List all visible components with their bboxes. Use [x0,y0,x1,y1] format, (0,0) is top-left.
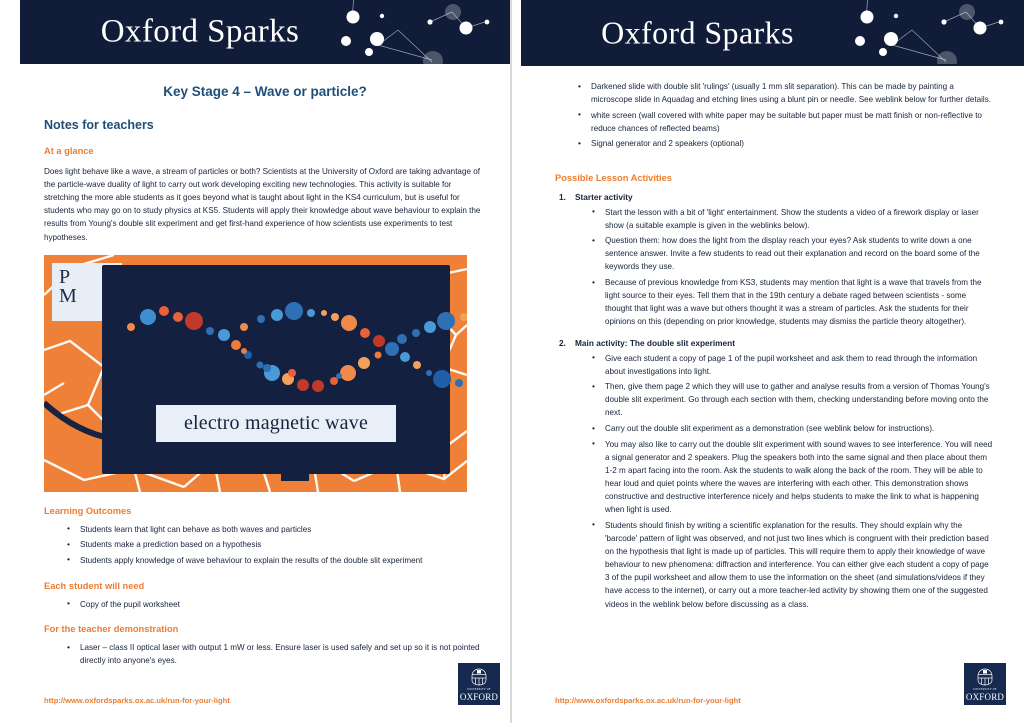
heading-at-a-glance: At a glance [44,146,94,156]
illustration-caption-text: electro magnetic wave [183,411,369,434]
oxford-sparks-banner-left [20,0,510,64]
oxford-sparks-banner-right [521,0,1024,66]
electromagnetic-wave-illustration [44,255,467,492]
list-item: • Carry out the double slit experiment as a demonstration (see weblink below for instructions). [605,422,994,435]
list-item: • white screen (wall covered with white paper may be suitable but paper must be matt finish or non-reflective to reduce chances of reflected beams) [591,109,994,135]
list-item: • You may also like to carry out the double slit experiment with sound waves to see interference. You will need a signal generator and 2 speakers. Plug the speakers both into the same signal and then place about them 1-2 m apart facing into the room. Ask the students to walk along the back of the room. They will be able to hear loud and quiet points where the waves are interfering with each other. This demonstration shows constructive and destructive interference nicely and helps students to make the link to what is happening when light is used. [605,438,994,517]
page-title: Key Stage 4 – Wave or particle? [163,84,367,99]
each-student-list [44,598,486,611]
heading-teacher-demonstration: For the teacher demonstration [44,624,179,635]
oxford-logo-line2: OXFORD [965,692,1005,702]
list-item: • Students apply knowledge of wave behaviour to explain the results of the double slit experiment [80,554,486,567]
dot-wave-graphic-right [44,255,467,492]
footer-weblink[interactable]: http://www.oxfordsparks.ox.ac.uk/run-for-your-light [44,696,230,705]
oxford-university-logo [964,663,1006,705]
at-a-glance-paragraph: Does light behave like a wave, a stream of particles or both? Scientists at the University of Oxford are taking advantage of the particle-wave duality of light to carry out work developing exciting new technologies. This activity is suitable for stretching the more able students as it goes beyond what is taught about light in the KS4 curriculum, but is useful for students who may go on to study physics at KS5. Students will apply their knowledge about wave behaviour to explain the results from Young's double slit experiment and get first-hand experience of how scientists use experiments to test hypotheses. [44,167,481,242]
constellation-graphic [320,0,510,64]
constellation-graphic [834,0,1024,64]
list-item: • Give each student a copy of page 1 of the pupil worksheet and ask them to read through the information about investigations into light. [605,352,994,378]
heading-possible-lesson-activities: Possible Lesson Activities [555,172,672,183]
page-right [521,0,1024,723]
page-gutter-divider [510,0,512,723]
list-item: • Students learn that light can behave as both waves and particles [80,523,486,536]
activity-item-main [575,338,994,611]
oxford-logo-line1: UNIVERSITY OF [973,688,997,691]
activity-item-starter [575,192,994,329]
brand-title: Oxford Sparks [601,14,794,51]
oxford-logo-line2: OXFORD [459,692,499,702]
oxford-university-logo [458,663,500,705]
section-heading-notes: Notes for teachers [44,118,154,132]
list-item: • Students should finish by writing a scientific explanation for the results. They should explain why the 'barcode' pattern of light was observed, and not just two lines which is congruent with their prediction based on the hypothesis that light is made up of particles. This will require them to apply their knowledge of wave behaviour to new phenomena: diffraction and interference. You can either give each student a copy of page 3 of the pupil worksheet and allow them to use the information on the sheet (and simulations/videos if they have access to the internet), or carry out a more teacher-led activity by showing them one of the suggested videos in the weblink below before discussing as a class. [605,519,994,611]
list-item: • Because of previous knowledge from KS3, students may mention that light is a wave that travels from the light source to their eyes. Tell them that in the 19th century a debate raged between scientists - some thought that light was a wave but others thought it was a stream of particles. Ask the students for their opinions on this (depending on prior knowledge, students may dismiss the particle theory altogether). [605,276,994,328]
list-item: • Darkened slide with double slit 'rulings' (usually 1 mm slit separation). This can be made by painting a microscope slide in Aquadag and etching lines using a blunt pin or needle. See weblink below for further details. [591,80,994,106]
list-item: • Then, give them page 2 which they will use to gather and analyse results from a version of Thomas Young's double slit experiment. Go through each section with them, checking understanding before moving onto the next. [605,380,994,419]
footer-right [555,663,1006,705]
activity-bullets [575,206,994,329]
list-item: • Question them: how does the light from the display reach your eyes? Ask students to write down a one sentence answer. Invite a few students to read out their explanation and record on the board some of the keywords they use. [605,234,994,273]
oxford-logo-line1: UNIVERSITY OF [467,688,491,691]
illustration-caption [156,405,396,442]
brand-title: Oxford Sparks [100,13,300,50]
activity-bullets [575,352,994,611]
activity-title: Starter activity [575,191,633,202]
list-item: • Start the lesson with a bit of 'light' entertainment. Show the students a video of a firework display or laser show (a suitable example is given in the weblinks below). [605,206,994,232]
paper-letters: P M [59,265,77,307]
continued-equipment-list [555,80,994,151]
oxford-crest-icon [471,668,488,686]
learning-outcomes-list [44,523,486,567]
lesson-activities-list [555,192,994,611]
list-item: • Laser – class II optical laser with output 1 mW or less. Ensure laser is used safely and set up so it is not pointed directly into anyone's eyes. [80,641,486,667]
left-page-body [20,84,510,667]
page-left [20,0,510,723]
heading-learning-outcomes: Learning Outcomes [44,505,132,516]
footer-left [44,663,500,705]
footer-weblink[interactable]: http://www.oxfordsparks.ox.ac.uk/run-for-your-light [555,696,741,705]
activity-title: Main activity: The double slit experiment [575,337,735,348]
heading-each-student-will-need: Each student will need [44,580,145,591]
list-item: • Students make a prediction based on a hypothesis [80,538,486,551]
list-item: • Copy of the pupil worksheet [80,598,486,611]
list-item: • Signal generator and 2 speakers (optional) [591,137,994,150]
oxford-crest-icon [977,668,994,686]
right-page-body [521,80,1024,611]
